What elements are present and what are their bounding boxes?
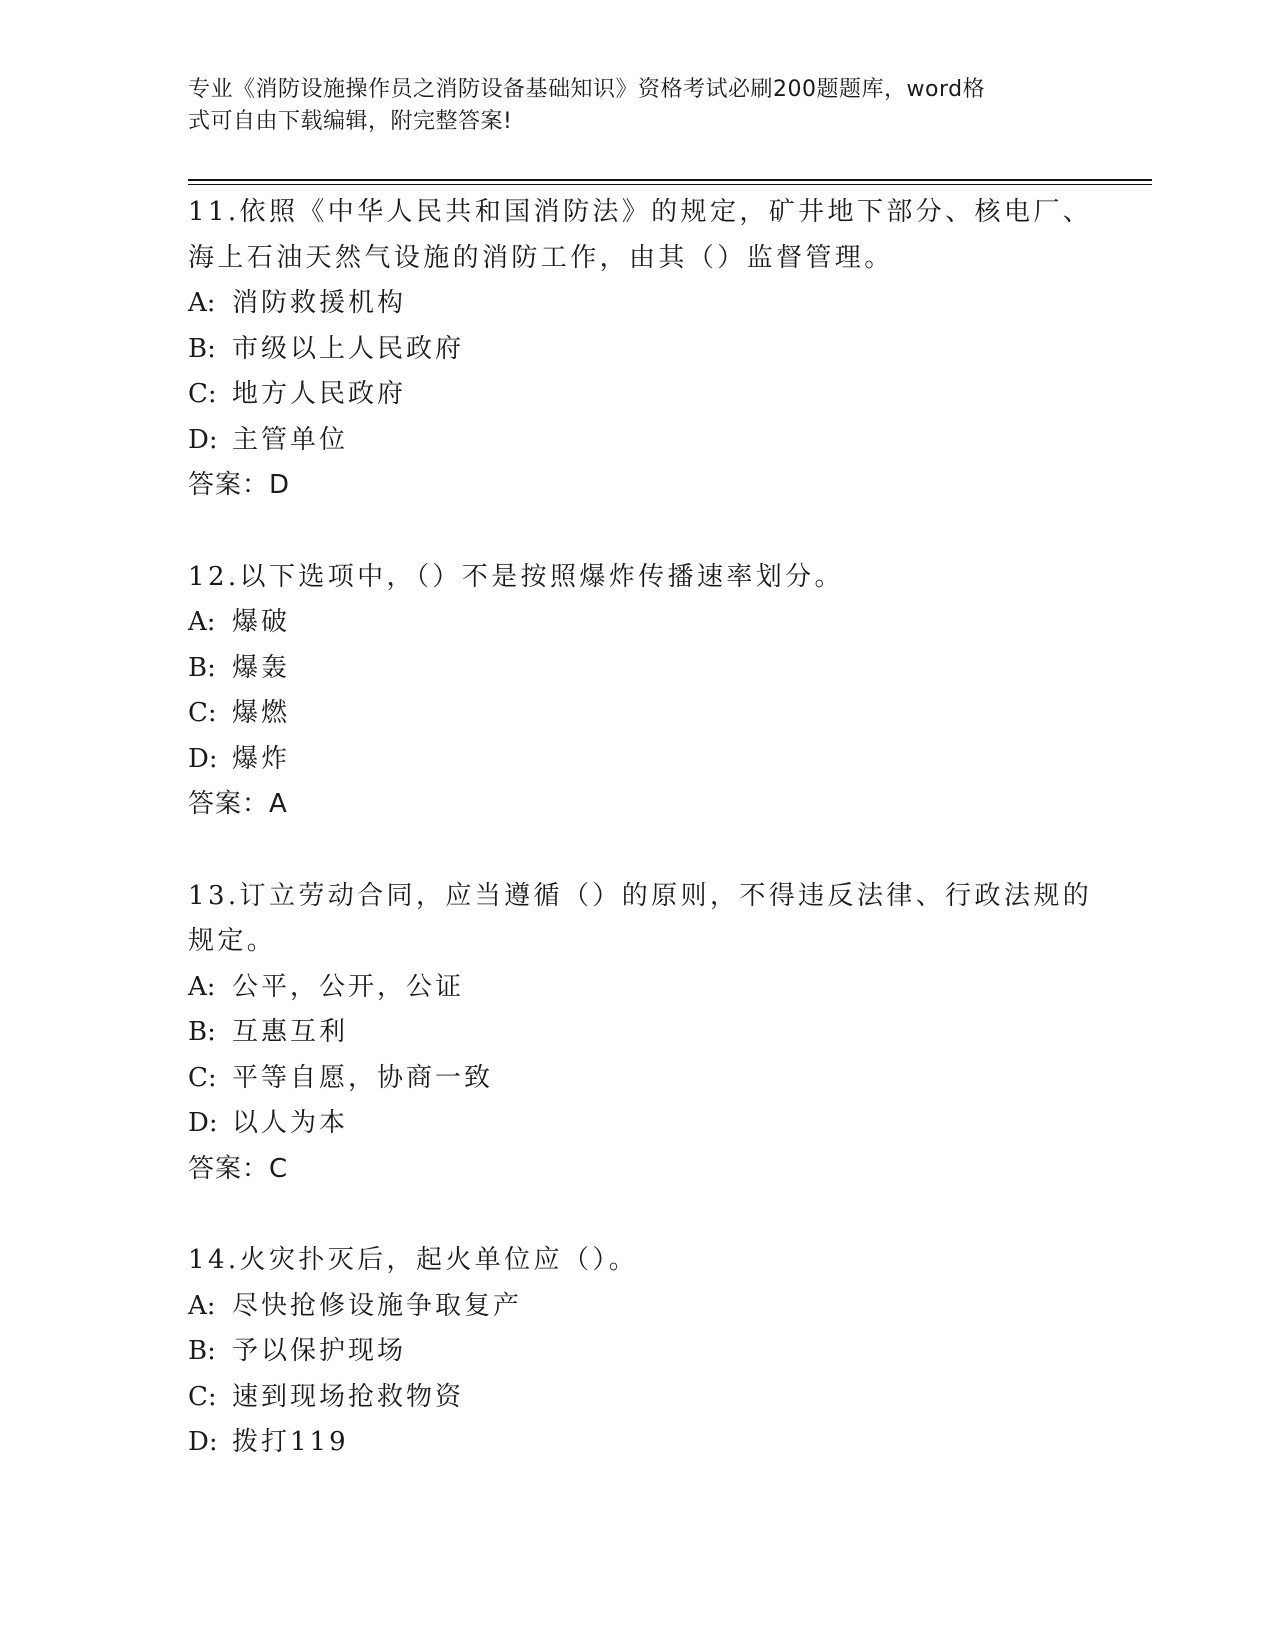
question-stem bbox=[188, 190, 1093, 281]
option-letter: A: bbox=[188, 1290, 216, 1321]
option-letter: C: bbox=[188, 698, 217, 728]
option-text: 予以保护现场 bbox=[232, 1336, 407, 1366]
question-13 bbox=[188, 874, 1093, 1193]
option-letter: A: bbox=[188, 288, 216, 318]
question-list bbox=[188, 190, 1093, 1466]
option-text: 市级以上人民政府 bbox=[232, 333, 465, 364]
question-14 bbox=[188, 1238, 1088, 1466]
option-text: 互惠互利 bbox=[232, 1017, 349, 1047]
option-d bbox=[188, 1420, 1088, 1466]
option-a bbox=[188, 1284, 1088, 1330]
option-text: 爆破 bbox=[232, 607, 291, 637]
option-text: 平等自愿，协商一致 bbox=[232, 1062, 494, 1093]
option-d bbox=[188, 737, 1088, 783]
option-letter: D: bbox=[188, 1427, 218, 1457]
option-text: 爆燃 bbox=[232, 698, 291, 728]
question-gap bbox=[188, 828, 1088, 874]
option-c bbox=[188, 1375, 1088, 1421]
option-d bbox=[188, 418, 1088, 464]
stem-line: 11.依照《中华人民共和国消防法》的规定，矿井地下部分、核电厂、 bbox=[188, 197, 1093, 227]
answer-line: 答案：C bbox=[188, 1153, 289, 1184]
stem-line: 14.火灾扑灭后，起火单位应（）。 bbox=[188, 1245, 639, 1275]
option-b bbox=[188, 1329, 1088, 1375]
option-letter: A: bbox=[188, 971, 216, 1002]
question-stem bbox=[188, 555, 1088, 601]
option-a bbox=[188, 281, 1088, 327]
header-line-2: 式可自由下载编辑，附完整答案! bbox=[188, 109, 513, 134]
option-text: 地方人民政府 bbox=[232, 379, 407, 409]
option-c bbox=[188, 372, 1088, 418]
option-letter: B: bbox=[188, 333, 216, 364]
option-text: 尽快抢修设施争取复产 bbox=[232, 1290, 523, 1321]
option-a bbox=[188, 600, 1088, 646]
option-b bbox=[188, 646, 1088, 692]
answer-line: 答案：D bbox=[188, 470, 291, 500]
question-stem bbox=[188, 1238, 1088, 1284]
stem-line: 海上石油天然气设施的消防工作，由其（）监督管理。 bbox=[188, 242, 894, 273]
option-letter: D: bbox=[188, 424, 218, 455]
option-d bbox=[188, 1101, 1088, 1147]
option-letter: D: bbox=[188, 743, 218, 774]
option-b bbox=[188, 1010, 1088, 1056]
option-c bbox=[188, 691, 1088, 737]
document-header bbox=[188, 74, 1068, 138]
answer-line: 答案：A bbox=[188, 789, 288, 819]
option-letter: B: bbox=[188, 1336, 216, 1366]
header-divider-thick bbox=[188, 179, 1152, 181]
stem-line: 13.订立劳动合同，应当遵循（）的原则，不得违反法律、行政法规的 bbox=[188, 880, 1093, 911]
option-letter: C: bbox=[188, 1381, 217, 1412]
option-letter: D: bbox=[188, 1108, 218, 1138]
option-text: 公平，公开，公证 bbox=[232, 971, 465, 1002]
option-text: 爆轰 bbox=[232, 652, 291, 683]
question-gap bbox=[188, 509, 1088, 555]
header-line-1: 专业《消防设施操作员之消防设备基础知识》资格考试必刷200题题库，word格 bbox=[188, 77, 986, 102]
option-letter: C: bbox=[188, 379, 217, 409]
question-gap bbox=[188, 1192, 1088, 1238]
option-text: 速到现场抢救物资 bbox=[232, 1381, 465, 1412]
option-text: 拨打119 bbox=[232, 1427, 349, 1457]
option-a bbox=[188, 965, 1088, 1011]
option-b bbox=[188, 327, 1088, 373]
header-divider-thin bbox=[188, 184, 1152, 185]
option-letter: A: bbox=[188, 607, 216, 637]
question-11 bbox=[188, 190, 1093, 509]
option-text: 消防救援机构 bbox=[232, 288, 407, 318]
question-stem bbox=[188, 874, 1093, 965]
option-c bbox=[188, 1056, 1088, 1102]
option-text: 爆炸 bbox=[232, 743, 291, 774]
option-letter: B: bbox=[188, 652, 216, 683]
option-text: 主管单位 bbox=[232, 424, 349, 455]
stem-line: 12.以下选项中，（）不是按照爆炸传播速率划分。 bbox=[188, 561, 844, 592]
question-12 bbox=[188, 555, 1088, 828]
option-text: 以人为本 bbox=[232, 1108, 349, 1138]
option-letter: B: bbox=[188, 1017, 216, 1047]
option-letter: C: bbox=[188, 1062, 217, 1093]
stem-line: 规定。 bbox=[188, 926, 277, 956]
